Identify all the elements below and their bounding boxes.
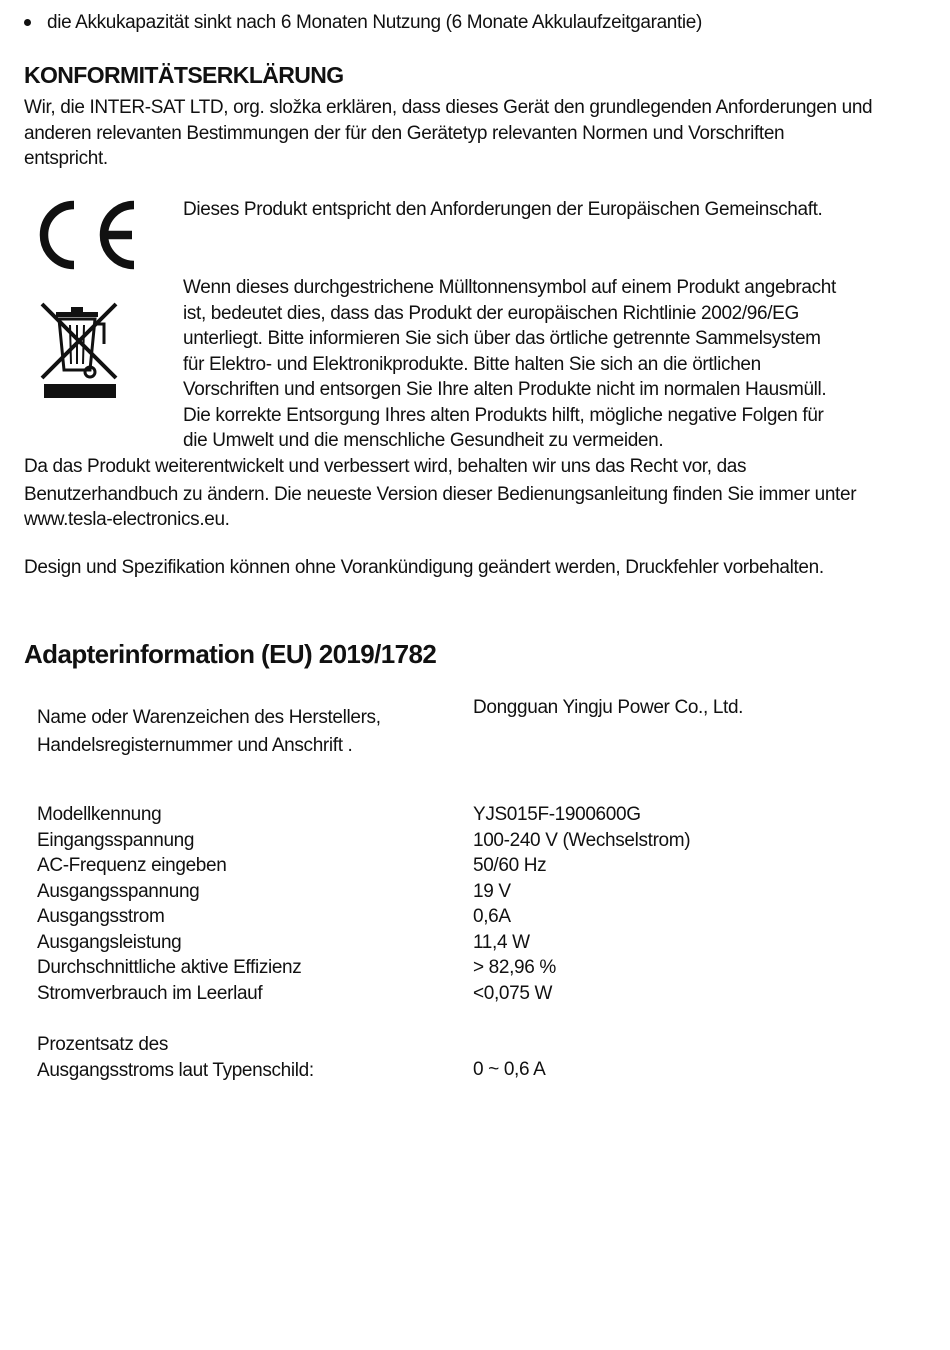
spec-value: YJS015F-1900600G <box>473 804 641 825</box>
manufacturer-value: Dongguan Yingju Power Co., Ltd. <box>473 697 744 718</box>
weee-line: für Elektro- und Elektronikprodukte. Bitte halten Sie sich an die örtlichen <box>183 353 761 375</box>
spec-value: 50/60 Hz <box>473 855 547 876</box>
spec-label: Eingangsspannung <box>37 829 195 851</box>
spec-labels <box>37 802 457 1006</box>
weee-line: Die korrekte Entsorgung Ihres alten Produkts hilft, mögliche negative Folgen für <box>183 404 824 426</box>
weee-statement <box>183 275 873 454</box>
weee-line: Vorschriften und entsorgen Sie Ihre alten Produkte nicht im normalen Hausmüll. <box>183 379 827 400</box>
conformity-intro-line: entspricht. <box>24 148 108 169</box>
update-notice <box>24 454 894 533</box>
weee-line: Wenn dieses durchgestrichene Mülltonnensymbol auf einem Produkt angebracht <box>183 277 836 298</box>
percentage-label <box>37 1032 457 1083</box>
conformity-heading: KONFORMITÄTSERKLÄRUNG <box>24 62 344 88</box>
design-note: Design und Spezifikation können ohne Vorankündigung geändert werden, Druckfehler vorbehalten. <box>24 557 824 578</box>
weee-line: ist, bedeutet dies, dass das Produkt der europäischen Richtlinie 2002/96/EG <box>183 302 799 324</box>
spec-label: Stromverbrauch im Leerlauf <box>37 982 263 1004</box>
spec-value: 11,4 W <box>473 931 530 953</box>
spec-label: Ausgangsleistung <box>37 931 182 953</box>
spec-value: 100-240 V (Wechselstrom) <box>473 829 691 851</box>
manufacturer-label-line: Handelsregisternummer und Anschrift . <box>37 735 353 756</box>
spec-value: <0,075 W <box>473 982 553 1004</box>
crossed-out-wheelie-bin-icon <box>38 300 122 402</box>
spec-values <box>473 802 913 1006</box>
manufacturer-label <box>37 704 457 760</box>
ce-mark-icon <box>38 197 140 273</box>
conformity-intro <box>24 95 894 172</box>
spec-label: Modellkennung <box>37 804 162 825</box>
bullet-dot <box>24 19 31 26</box>
percentage-value: 0 ~ 0,6 A <box>473 1059 546 1080</box>
conformity-intro-line: anderen relevanten Bestimmungen der für den Gerätetyp relevanten Normen und Vorschriften <box>24 122 785 144</box>
spec-label: Ausgangsspannung <box>37 880 200 902</box>
weee-line: die Umwelt und die menschliche Gesundheit zu vermeiden. <box>183 430 664 451</box>
manufacturer-label-line: Name oder Warenzeichen des Herstellers, <box>37 707 381 728</box>
percentage-label-line: Ausgangsstroms laut Typenschild: <box>37 1059 314 1081</box>
weee-line: unterliegt. Bitte informieren Sie sich über das örtliche getrennte Sammelsystem <box>183 328 821 349</box>
spec-label: AC-Frequenz eingeben <box>37 855 227 876</box>
spec-value: 19 V <box>473 880 511 902</box>
update-notice-line: Da das Produkt weiterentwickelt und verbessert wird, behalten wir uns das Recht vor, das <box>24 456 747 477</box>
spec-value: > 82,96 % <box>473 957 556 978</box>
update-notice-line: Benutzerhandbuch zu ändern. Die neueste Version dieser Bedienungsanleitung finden Sie immer unter <box>24 483 857 505</box>
percentage-label-line: Prozentsatz des <box>37 1034 168 1055</box>
website-url: www.tesla-electronics.eu. <box>24 509 230 530</box>
spec-label: Ausgangsstrom <box>37 906 165 927</box>
spec-label: Durchschnittliche aktive Effizienz <box>37 957 302 978</box>
bullet-text: die Akkukapazität sinkt nach 6 Monaten Nutzung (6 Monate Akkulaufzeitgarantie) <box>47 12 702 33</box>
conformity-intro-line: Wir, die INTER-SAT LTD, org. složka erklären, dass dieses Gerät den grundlegenden Anforderungen und <box>24 97 873 118</box>
ce-statement: Dieses Produkt entspricht den Anforderungen der Europäischen Gemeinschaft. <box>183 199 823 220</box>
spec-value: 0,6A <box>473 906 511 927</box>
adapter-heading: Adapterinformation (EU) 2019/1782 <box>24 639 437 669</box>
